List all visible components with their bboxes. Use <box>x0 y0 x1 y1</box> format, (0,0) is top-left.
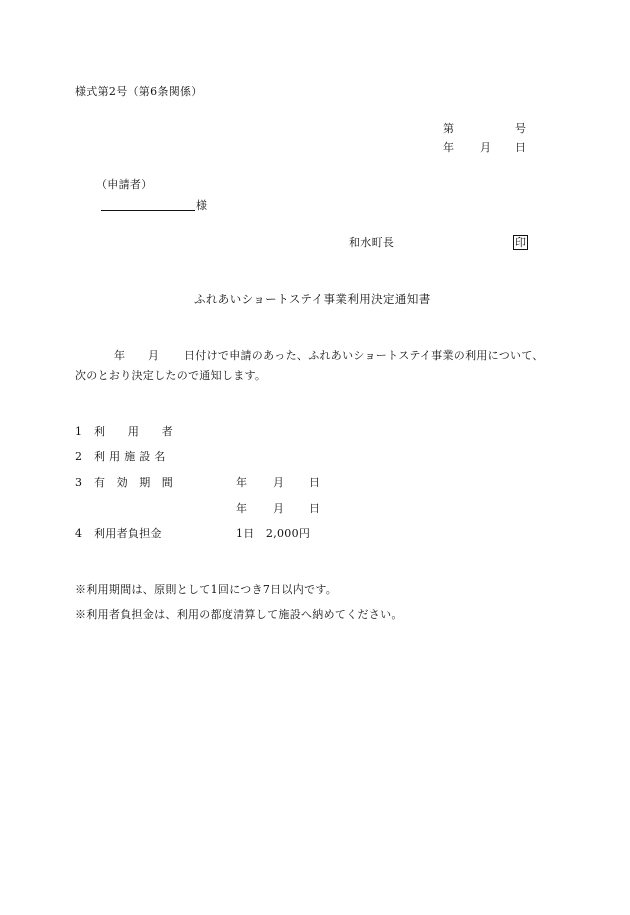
recipient-label: （申請者） <box>96 178 153 191</box>
recipient-name-blank <box>101 210 195 211</box>
item-2-label: 利 用 施 設 名 <box>94 450 166 463</box>
item-4-number: 4 <box>75 527 83 540</box>
period-start-month: 月 <box>273 476 285 489</box>
body-line1: 日付けで申請のあった、ふれあいショートステイ事業の利用について、 <box>184 349 544 362</box>
issue-date-year: 年 <box>443 141 455 154</box>
item-1-number: 1 <box>75 425 83 438</box>
period-start-day: 日 <box>309 476 321 489</box>
body-line2: 次のとおり決定したので通知します。 <box>75 369 267 382</box>
body-month: 月 <box>148 349 160 362</box>
seal-stamp: 印 <box>515 236 526 249</box>
period-end-month: 月 <box>273 502 285 515</box>
document-number-suffix: 号 <box>515 122 527 135</box>
issuer-name: 和水町長 <box>349 236 395 249</box>
item-4-value: 1日 2,000円 <box>236 527 311 540</box>
body-year: 年 <box>114 349 126 362</box>
document-number-prefix: 第 <box>443 122 455 135</box>
item-3-number: 3 <box>75 476 83 489</box>
document-title: ふれあいショートステイ事業利用決定通知書 <box>194 292 431 306</box>
note-2: ※利用者負担金は、利用の都度清算して施設へ納めてください。 <box>75 608 403 621</box>
recipient-honorific: 様 <box>196 199 208 212</box>
issue-date-day: 日 <box>515 141 527 154</box>
issue-date-month: 月 <box>480 141 492 154</box>
item-3-label: 有 効 期 間 <box>94 476 174 489</box>
item-4-label: 利用者負担金 <box>94 527 162 540</box>
period-end-day: 日 <box>309 502 321 515</box>
period-end-year: 年 <box>236 502 248 515</box>
item-2-number: 2 <box>75 450 83 463</box>
form-number: 様式第2号（第6条関係） <box>75 85 203 98</box>
item-1-label: 利 用 者 <box>94 425 174 438</box>
period-start-year: 年 <box>236 476 248 489</box>
note-1: ※利用期間は、原則として1回につき7日以内です。 <box>75 583 338 596</box>
